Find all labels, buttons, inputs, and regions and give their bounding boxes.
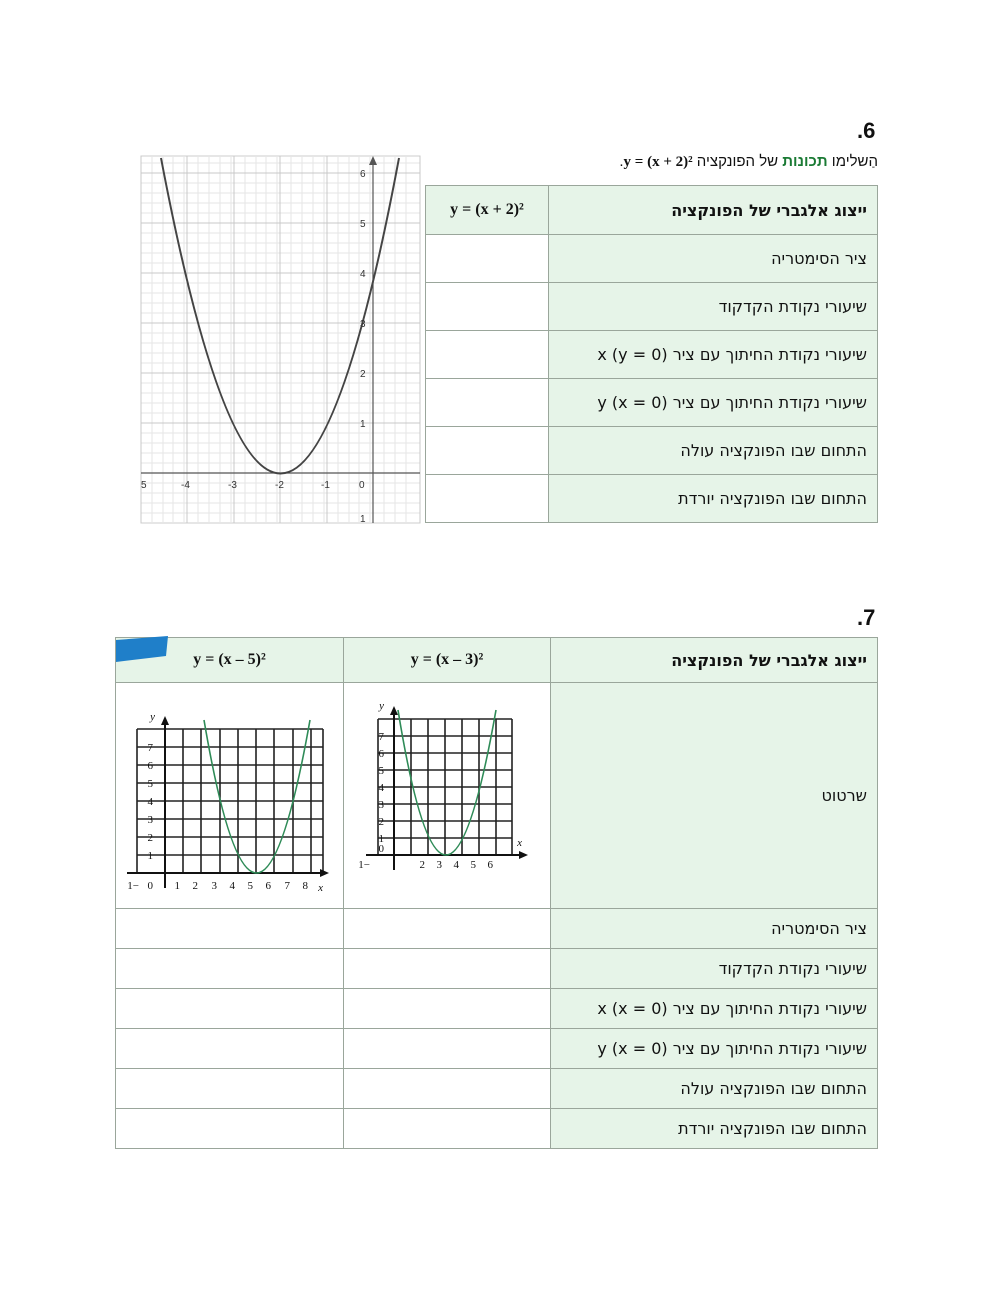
y-tick-2: 2 (360, 369, 366, 380)
plot-b-neg-tick: −1 (127, 879, 139, 892)
plot-b-y-tick-3: 3 (147, 813, 153, 826)
plot-a-y-tick-1: 1 (378, 832, 384, 845)
plot-a-neg-tick: −1 (358, 858, 370, 871)
q7-header-function-b: y = (x – 5)² (116, 638, 344, 683)
q7-answer-b-x-intercept[interactable] (116, 989, 344, 1029)
q7-answer-b-decreasing[interactable] (116, 1109, 344, 1149)
q6-answer-increasing[interactable] (426, 427, 549, 475)
corner-tag-decoration (116, 636, 168, 662)
q7-header-label: ייצוג אלגברי של הפונקציה (551, 638, 878, 683)
plot-a-y-tick-3: 3 (378, 798, 384, 811)
plot-a-y-tick-6: 6 (378, 747, 384, 760)
plot-a-y-tick-5: 5 (378, 764, 384, 777)
q7-answer-a-vertex[interactable] (344, 949, 551, 989)
plot-b-x-label: x (318, 881, 323, 894)
plot-a-origin: 0 (378, 842, 384, 855)
plot-b-y-axis-arrow (161, 716, 169, 725)
q6-row-label-increasing: התחום שבו הפונקציה עולה (549, 427, 878, 475)
plot-b-x-arrow (320, 869, 329, 877)
plot-a-y-tick-2: 2 (378, 815, 384, 828)
q7-answer-b-vertex[interactable] (116, 949, 344, 989)
q7-answer-a-decreasing[interactable] (344, 1109, 551, 1149)
q6-answer-vertex[interactable] (426, 283, 549, 331)
plot-b-y-tick-6: 6 (147, 759, 153, 772)
q7-header-function-a: y = (x – 3)² (344, 638, 551, 683)
plot-a-y-tick-4: 4 (378, 781, 384, 794)
q6-answer-decreasing[interactable] (426, 475, 549, 523)
plot-b-y-tick-5: 5 (147, 777, 153, 790)
plot-b-x-tick-6: 6 (265, 879, 271, 892)
plot-b-x-tick-8: 8 (302, 879, 308, 892)
plot-b-y-label: y (150, 710, 155, 723)
plot-a-y-arrow (390, 706, 398, 715)
q7-plot-b (123, 694, 333, 894)
q7-row-label-vertex: שיעורי נקודת הקדקוד (551, 949, 878, 989)
plot-b-x-tick-4: 4 (229, 879, 235, 892)
plot-a-x-label: x (517, 836, 522, 849)
plot-a-x-tick-3: 3 (436, 858, 442, 871)
plot-b-y-tick-1: 1 (147, 849, 153, 862)
plot-b-y-tick-2: 2 (147, 831, 153, 844)
y-tick-neg1: 1 (360, 514, 366, 525)
q7-row-label-x-intercept: שיעורי נקודת החיתוך עם ציר x (x = 0) (551, 989, 878, 1029)
plot-b-x-tick-5: 5 (247, 879, 253, 892)
plot-a-x-arrow (519, 851, 528, 859)
x-tick-neg4: -4 (181, 480, 190, 491)
question-6-number: .6 (857, 118, 876, 143)
plot-a-x-tick-5: 5 (470, 858, 476, 871)
plot-a-x-tick-4: 4 (453, 858, 459, 871)
intro-text-before: הַשלימו (827, 153, 878, 170)
intro-keyword: תכונות (782, 153, 828, 170)
q7-row-label-symmetry: ציר הסימטריה (551, 909, 878, 949)
q7-answer-b-symmetry[interactable] (116, 909, 344, 949)
intro-text-after: של הפונקציה (692, 153, 783, 170)
plot-a-curve (398, 710, 496, 855)
x-tick-neg2: -2 (275, 480, 284, 491)
plot-b-x-tick-2: 2 (192, 879, 198, 892)
q7-plot-a (358, 699, 532, 888)
q6-row-label-decreasing: התחום שבו הפונקציה יורדת (549, 475, 878, 523)
plot-b-x-tick-7: 7 (284, 879, 290, 892)
intro-function: y = (x + 2)² (623, 154, 693, 170)
y-tick-1: 1 (360, 419, 366, 430)
question-6-intro (619, 153, 878, 171)
q7-answer-a-increasing[interactable] (344, 1069, 551, 1109)
plot-b-x-tick-3: 3 (211, 879, 217, 892)
plot-b-y-tick-4: 4 (147, 795, 153, 808)
question-7-number: .7 (857, 605, 876, 630)
plot-b-origin: 0 (147, 879, 153, 892)
q7-row-label-increasing: התחום שבו הפונקציה עולה (551, 1069, 878, 1109)
plot-a-y-tick-7: 7 (378, 730, 384, 743)
y-tick-4: 4 (360, 269, 366, 280)
q6-header-function: y = (x + 2)² (426, 186, 549, 235)
question-6-table (425, 185, 878, 523)
q6-answer-symmetry[interactable] (426, 235, 549, 283)
q7-answer-b-y-intercept[interactable] (116, 1029, 344, 1069)
question-6-graph (141, 156, 420, 523)
q7-sketch-b-cell (116, 683, 344, 909)
y-tick-5: 5 (360, 219, 366, 230)
q7-row-label-decreasing: התחום שבו הפונקציה יורדת (551, 1109, 878, 1149)
plot-b-x-tick-1: 1 (174, 879, 180, 892)
x-tick-neg3: -3 (228, 480, 237, 491)
q6-answer-y-intercept[interactable] (426, 379, 549, 427)
q7-sketch-a-cell (344, 683, 551, 909)
q7-answer-a-x-intercept[interactable] (344, 989, 551, 1029)
q6-row-label-y-intercept: שיעורי נקודת החיתוך עם ציר y (x = 0) (549, 379, 878, 427)
plot-b-y-tick-7: 7 (147, 741, 153, 754)
plot-a-x-tick-2: 2 (419, 858, 425, 871)
y-tick-3: 3 (360, 319, 366, 330)
q6-header-label: ייצוג אלגברי של הפונקציה (549, 186, 878, 235)
q6-row-label-x-intercept: שיעורי נקודת החיתוך עם ציר x (y = 0) (549, 331, 878, 379)
y-tick-6: 6 (360, 169, 366, 180)
q6-row-label-symmetry: ציר הסימטריה (549, 235, 878, 283)
x-tick-0: 0 (359, 480, 365, 491)
q7-answer-b-increasing[interactable] (116, 1069, 344, 1109)
q7-row-label-sketch: שרטוט (551, 683, 878, 909)
q7-row-label-y-intercept: שיעורי נקודת החיתוך עם ציר y (x = 0) (551, 1029, 878, 1069)
q6-row-label-vertex: שיעורי נקודת הקדקוד (549, 283, 878, 331)
intro-text-end: . (619, 153, 624, 170)
question-7-table (115, 637, 878, 1149)
plot-a-y-label: y (379, 699, 384, 712)
q7-answer-a-y-intercept[interactable] (344, 1029, 551, 1069)
x-tick-5: 5 (141, 480, 147, 491)
q6-answer-x-intercept[interactable] (426, 331, 549, 379)
x-tick-neg1: -1 (321, 480, 330, 491)
q7-answer-a-symmetry[interactable] (344, 909, 551, 949)
plot-a-x-tick-6: 6 (487, 858, 493, 871)
